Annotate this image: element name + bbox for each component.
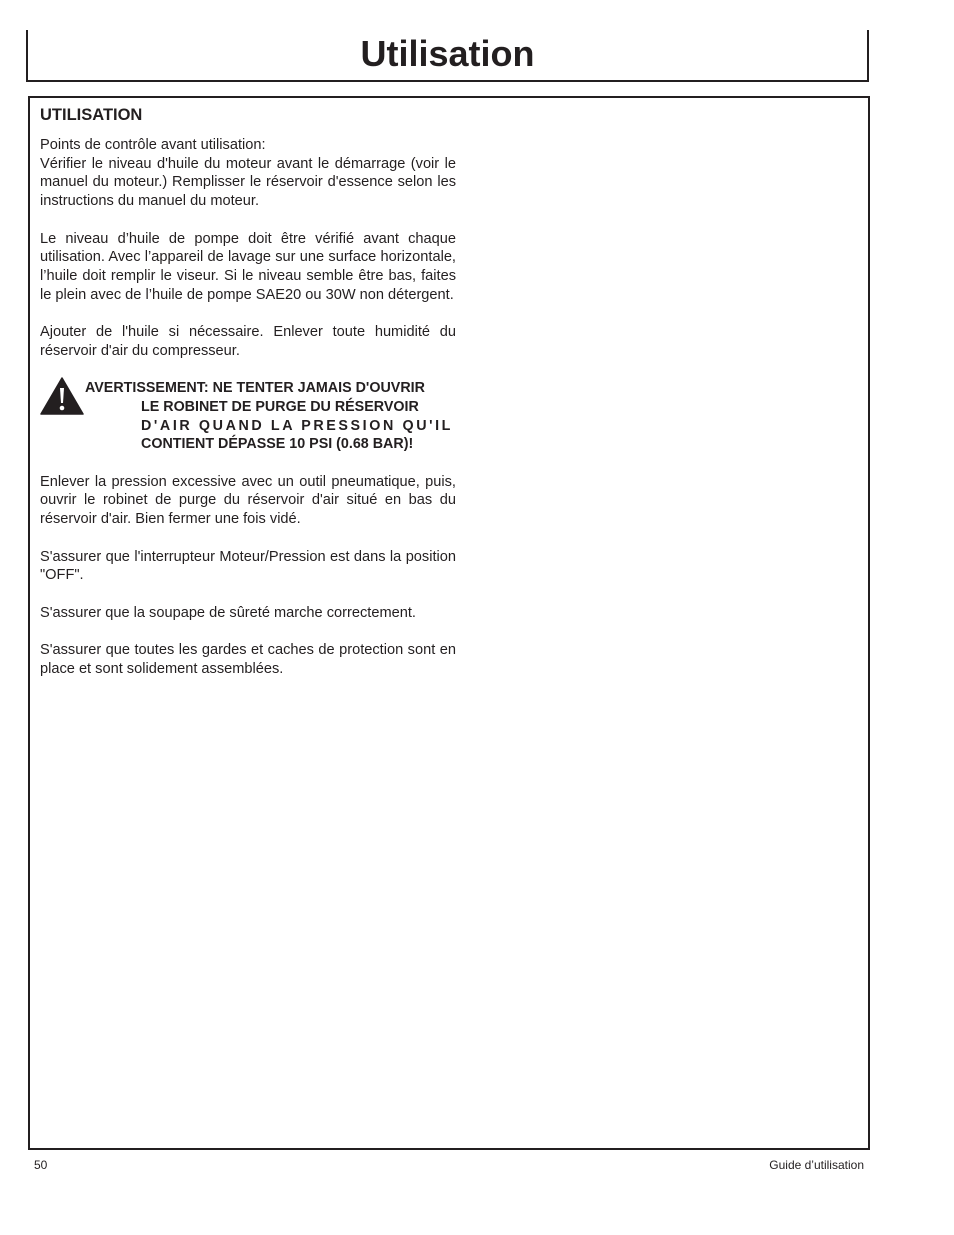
- paragraph-switch-off: S'assurer que l'interrupteur Moteur/Pression est dans la position "OFF".: [40, 548, 456, 584]
- warning-text: [40, 379, 456, 454]
- text-column: [40, 104, 456, 697]
- warning-line-3: D'AIR QUAND LA PRESSION QU'IL: [141, 417, 454, 434]
- warning-line-2: LE ROBINET DE PURGE DU RÉSERVOIR: [141, 398, 419, 415]
- paragraph-checkpoints: [40, 136, 456, 211]
- warning-block: [40, 379, 456, 454]
- paragraph-guards: S'assurer que toutes les gardes et caches de protection sont en place et sont solidement assemblées.: [40, 642, 456, 677]
- section-heading: UTILISATION: [40, 106, 143, 124]
- paragraph-release-pressure: Enlever la pression excessive avec un outil pneumatique, puis, ouvrir le robinet de purge du réservoir d'air situé en bas du réservoir d'air. Bien fermer une fois vidé.: [40, 473, 456, 528]
- paragraph-add-oil: Ajouter de l'huile si nécessaire. Enlever toute humidité du réservoir d'air du compresseur.: [40, 324, 456, 359]
- warning-triangle-icon: [40, 377, 84, 415]
- paragraph-pump-oil: Le niveau d’huile de pompe doit être vérifié avant chaque utilisation. Avec l’appareil de lavage sur une surface horizontale, l’huile doit remplir le viseur. Si le niveau semble être bas, faites le plein avec de l’huile de pompe SAE20 ou 30W non détergent.: [40, 230, 456, 303]
- warning-line-4: CONTIENT DÉPASSE 10 PSI (0.68 BAR)!: [141, 436, 414, 453]
- page-header: [26, 30, 869, 82]
- oil-level-engine-text: Vérifier le niveau d'huile du moteur avant le démarrage (voir le manuel du moteur.) Remplisser le réservoir d'essence selon les instructions du manuel du moteur.: [40, 155, 456, 210]
- warning-line-1: AVERTISSEMENT: NE TENTER JAMAIS D'OUVRIR: [85, 380, 425, 397]
- page-number: 50: [34, 1158, 48, 1172]
- content-frame: [28, 96, 870, 1150]
- footer-title: Guide d’utilisation: [769, 1158, 864, 1172]
- paragraph-safety-valve: S'assurer que la soupape de sûreté marche correctement.: [40, 604, 416, 621]
- page-title: Utilisation: [360, 33, 535, 74]
- checkpoints-intro: Points de contrôle avant utilisation:: [40, 137, 266, 153]
